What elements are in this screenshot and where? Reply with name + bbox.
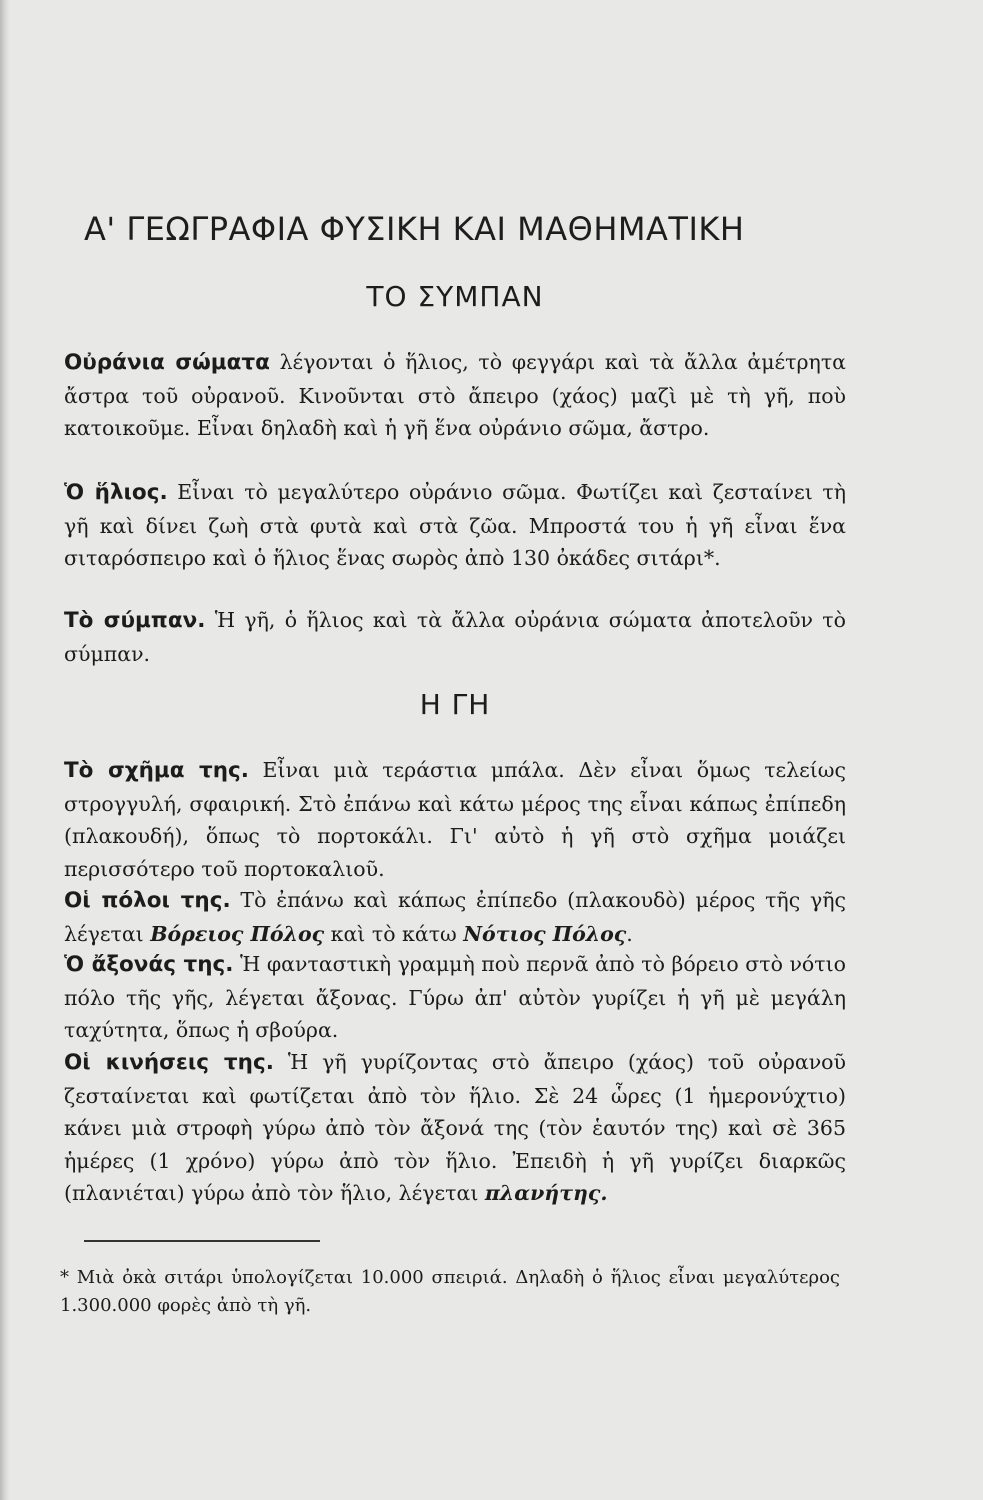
paragraph-motions xyxy=(64,1046,846,1210)
paragraph-sun xyxy=(64,476,846,575)
paragraph-shape xyxy=(64,754,846,885)
paragraph-lead: Οἱ κινήσεις της. xyxy=(64,1050,274,1075)
south-pole-term: Νότιος Πόλος xyxy=(463,921,627,946)
footnote: * Μιὰ ὀκὰ σιτάρι ὑπολογίζεται 10.000 σπειριά. Δηλαδὴ ὁ ἥλιος εἶναι μεγαλύτερος 1.300.000 φορὲς ἀπὸ τὴ γῆ. xyxy=(60,1267,840,1316)
paragraph-lead: Οὐράνια σώματα xyxy=(64,350,270,375)
paragraph-text: Εἶναι τὸ μεγαλύτερο οὐράνιο σῶμα. Φωτίζει καὶ ζεσταίνει τὴ γῆ καὶ δίνει ζωὴ στὰ φυτὰ καὶ στὰ ζῶα. Μπροστά του ἡ γῆ εἶναι ἕνα σιταρόσπειρο καὶ ὁ ἥλιος ἕνας σωρὸς ἀπὸ 130 ὀκάδες σιτάρι*. xyxy=(64,480,846,571)
north-pole-term: Βόρειος Πόλος xyxy=(150,921,325,946)
paragraph-text: Εἶναι μιὰ τεράστια μπάλα. Δὲν εἶναι ὅμως τελείως στρογγυλή, σφαιρική. Στὸ ἐπάνω καὶ κάτω μέρος της εἶναι κάπως ἐπίπεδη (πλακουδή), ὅπως τὸ πορτοκάλι. Γι' αὐτὸ ἡ γῆ στὸ σχῆμα μοιάζει περισσότερο τοῦ πορτοκαλιοῦ. xyxy=(64,758,847,881)
paragraph-text: Τὸ ἐπάνω καὶ κάπως ἐπίπεδο (πλακουδὸ) μέρος τῆς γῆς λέγεται xyxy=(64,888,846,946)
paragraph-lead: Τὸ σύμπαν. xyxy=(64,608,206,633)
paragraph-text: . xyxy=(626,921,633,946)
section-title-universe: ΤΟ ΣΥΜΠΑΝ xyxy=(366,280,544,313)
paragraph-text: Ἡ γῆ, ὁ ἥλιος καὶ τὰ ἄλλα οὐράνια σώματα ἀποτελοῦν τὸ σύμπαν. xyxy=(64,608,846,666)
paragraph-lead: Ὁ ἄξονάς της. xyxy=(64,952,234,977)
paragraph-poles xyxy=(64,884,846,950)
paragraph-text: λέγονται ὁ ἥλιος, τὸ φεγγάρι καὶ τὰ ἄλλα ἀμέτρητα ἄστρα τοῦ οὐρανοῦ. Κινοῦνται στὸ ἄπειρο (χάος) μαζὶ μὲ τὴ γῆ, ποὺ κατοικοῦμε. Εἶναι δηλαδὴ καὶ ἡ γῆ ἕνα οὐράνιο σῶμα, ἄστρο. xyxy=(64,350,847,441)
planet-term: πλανήτης. xyxy=(484,1181,608,1206)
chapter-title: Α' ΓΕΩΓΡΑΦΙΑ ΦΥΣΙΚΗ ΚΑΙ ΜΑΘΗΜΑΤΙΚΗ xyxy=(84,210,745,248)
paragraph-lead: Τὸ σχῆμα της. xyxy=(64,758,249,783)
paragraph-axis xyxy=(64,948,846,1047)
paragraph-celestial-bodies xyxy=(64,346,846,445)
paragraph-lead: Ὁ ἥλιος. xyxy=(64,480,168,505)
section-title-earth: Η ΓΗ xyxy=(419,688,491,721)
paragraph-text: Ἡ φανταστικὴ γραμμὴ ποὺ περνᾶ ἀπὸ τὸ βόρειο στὸ νότιο πόλο τῆς γῆς, λέγεται ἄξονας. Γύρω ἀπ' αὐτὸν γυρίζει ἡ γῆ μὲ μεγάλη ταχύτητα, ὅπως ἡ σβούρα. xyxy=(64,952,846,1043)
paragraph-text: Ἡ γῆ γυρίζοντας στὸ ἄπειρο (χάος) τοῦ οὐρανοῦ ζεσταίνεται καὶ φωτίζεται ἀπὸ τὸν ἥλιο. Σὲ 24 ὧρες (1 ἡμερονύχτιο) κάνει μιὰ στροφὴ γύρω ἀπὸ τὸν ἄξονά της (τὸν ἑαυτόν της) καὶ σὲ 365 ἡμέρες (1 χρόνο) γύρω ἀπὸ τὸν ἥλιο. Ἐπειδὴ ἡ γῆ γυρίζει διαρκῶς (πλανιέται) γύρω ἀπὸ τὸν ἥλιο, λέγεται xyxy=(64,1050,846,1206)
page-binding-edge xyxy=(0,0,10,1500)
paragraph-lead: Οἱ πόλοι της. xyxy=(64,888,231,913)
paragraph-universe xyxy=(64,604,846,670)
footnote-divider xyxy=(84,1240,320,1242)
paragraph-text: καὶ τὸ κάτω xyxy=(324,921,464,946)
